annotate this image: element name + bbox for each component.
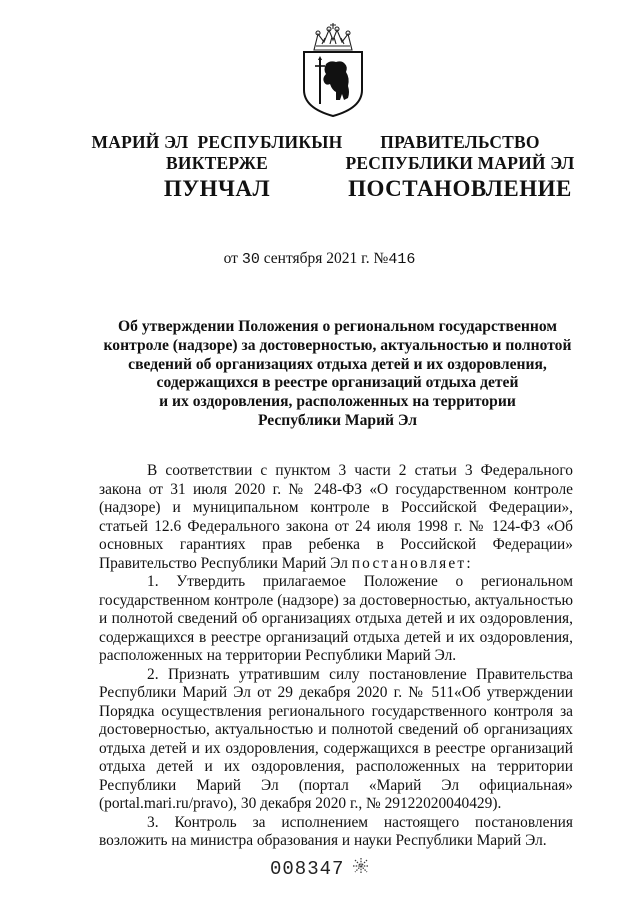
title-line-5: и их оздоровления, расположенных на территории	[159, 393, 516, 411]
paragraph-1: 1. Утвердить прилагаемое Положение о региональном государственном контроле (надзоре) за достоверностью, актуальностью и полнотой сведений об организациях отдыха детей и их оздоровления, содержащихся в реестре организаций отдыха детей и их оздоровления, расположенных на территории Республики Марий Эл.	[99, 573, 573, 664]
header-left-line-2: ВИКТЕРЖЕ	[166, 153, 268, 173]
paragraph-preamble	[99, 462, 573, 573]
header-left-title: ПУНЧАЛ	[163, 176, 271, 201]
preamble-text: В соответствии с пунктом 3 части 2 статьи 3 Федерального закона от 31 июля 2020 г. № 248-ФЗ «О государственном контроле (надзоре) и муниципальном контроле в Российской Федерации», статьей 12.6 Федерального закона от 24 июля 1998 г. № 124-ФЗ «Об основных гарантиях прав ребенка в Российской Федерации» Правительство Республики Марий Эл	[99, 462, 573, 572]
date-line	[0, 250, 639, 268]
header-left-line-1: МАРИЙ ЭЛ РЕСПУБЛИКЫН	[91, 132, 343, 152]
paragraph-3: 3. Контроль за исполнением настоящего постановления возложить на министра образования и науки Республики Марий Эл.	[99, 813, 573, 849]
title-line-1: Об утверждении Положения о региональном государственном	[118, 318, 557, 335]
title-line-3: сведений об организациях отдыха детей и их оздоровления,	[128, 355, 547, 373]
header-right-line-2: РЕСПУБЛИКИ МАРИЙ ЭЛ	[345, 153, 575, 173]
header-right-title: ПОСТАНОВЛЕНИЕ	[348, 176, 572, 201]
coat-of-arms-icon	[296, 20, 370, 118]
document-body	[99, 462, 573, 851]
paragraph-2: 2. Признать утратившим силу постановление Правительства Республики Марий Эл от 29 декабря 2020 г. № 511«Об утверждении Порядка осуществления регионального государственного контроля за достоверностью, актуальностью и полнотой сведений об организациях отдыха детей и их оздоровления, содержащихся в реестре организаций отдыха детей и их оздоровления, расположенных на территории Республики Марий Эл (портал «Марий Эл официальная» (portal.mari.ru/pravo), 30 декабря 2020 г., № 29122020040429).	[99, 665, 573, 812]
header-left-lines	[78, 132, 356, 174]
date-month-year: сентября 2021 г.	[263, 250, 370, 267]
header-right-lines	[340, 132, 580, 174]
title-line-6: Республики Марий Эл	[257, 411, 418, 429]
title-line-2: контроле (надзоре) за достоверностью, актуальностью и полнотой	[103, 336, 572, 354]
date-prefix: от	[223, 250, 238, 267]
document-title	[100, 318, 575, 431]
date-day: 30	[241, 251, 260, 268]
footer-serial-number: 008347	[270, 858, 345, 880]
header-right-line-1: ПРАВИТЕЛЬСТВО	[380, 132, 540, 152]
preamble-decree-word: постановляет:	[351, 554, 473, 572]
title-line-4: содержащихся в реестре организаций отдыха детей	[156, 374, 519, 392]
sparkle-mark-icon	[352, 857, 370, 875]
document-number: 416	[388, 251, 416, 268]
number-sign: №	[373, 250, 389, 267]
